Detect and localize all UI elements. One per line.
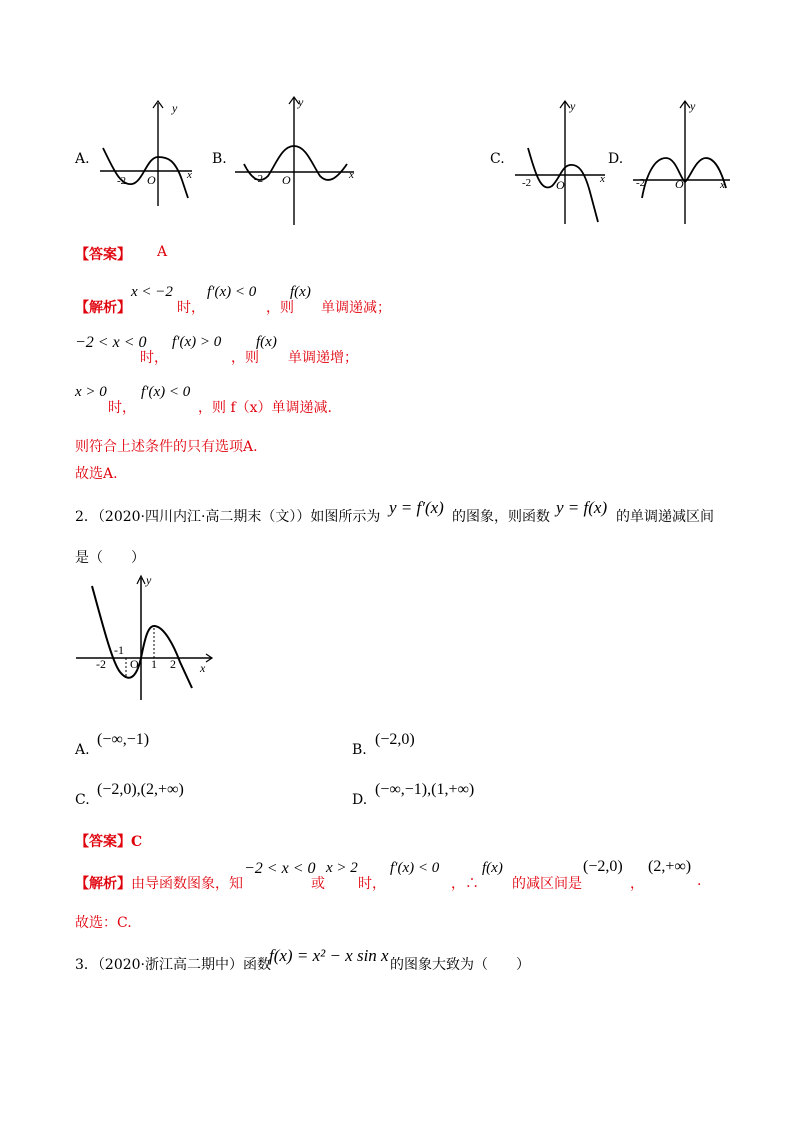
q2-graph-m2: -2 [96,657,106,671]
q1-c-x-label: x [600,173,605,185]
q2-analysis-a: 由导函数图象，知 [131,876,243,892]
q1-d-x-label: x [720,179,725,191]
q1-line2-ze: ，则 [231,350,259,366]
q2-graph-one: 1 [151,657,157,671]
q1-c-origin: O [556,178,565,192]
q2-analysis-tag: 【解析】 [75,876,131,892]
q2-stem-prefix: 2．（2020·四川内江·高二期末（文））如图所示为 [75,509,381,525]
q1-line3-cond: x > 0 [75,384,107,400]
q1-line3-deriv: f′(x) < 0 [141,384,191,400]
q1-b-minus2: -2 [254,173,264,185]
q1-b-origin: O [282,173,291,187]
q1-line2-cond: −2 < x < 0 [75,334,147,351]
q2-stem-eq1: y = f′(x) [389,498,444,517]
q2-analysis-cond2: x > 2 [326,860,358,876]
q1-b-x-label: x [349,169,354,181]
q1-line2-deriv: f′(x) > 0 [172,334,222,350]
q2-analysis-deriv: f′(x) < 0 [390,860,440,876]
q2-analysis-int2: (2,+∞) [648,858,692,875]
q1-c-minus2: -2 [522,177,532,189]
q1-line1-shi: 时， [177,300,205,316]
q2-analysis-dec: 的减区间是 [512,876,582,892]
q2-graph-x-label: x [200,661,206,675]
q2-option-a-label: A. [75,742,90,758]
q1-graph-c [512,98,612,228]
q2-conclusion: 故选：C. [75,915,132,931]
q2-graph-y-label: y [146,573,152,587]
q2-analysis-therefore: ，∴ [451,876,479,892]
q2-graph-m1: -1 [114,643,124,657]
q1-option-a-label: A. [75,151,90,167]
q2-stem-suffix: 的单调递减区间 [616,509,714,525]
q2-option-c-label: C. [75,792,90,808]
q1-graph-b [232,92,360,227]
q2-analysis-or: 或 [311,876,325,892]
q2-analysis-fx: f(x) [482,860,503,876]
q2-derivative-graph [72,572,217,704]
q3-stem-suffix: 的图象大致为（ ） [390,957,530,973]
q1-line2-fx: f(x) [256,334,277,350]
q1-answer-tag: 【答案】 [75,247,131,263]
q1-a-y-label: y [172,101,178,115]
q1-conclusion-2: 故选A. [75,466,118,482]
q2-analysis-int1: (−2,0) [583,858,623,875]
q1-graph-a [95,98,200,210]
q2-analysis-comma: ， [630,876,644,892]
q2-analysis-end: . [697,873,702,889]
q1-d-minus2: -2 [636,177,646,189]
q1-b-y-label: y [298,95,304,109]
q1-line1-deriv: f′(x) < 0 [207,284,257,300]
q3-stem-prefix: 3．（2020·浙江高二期中）函数 [75,957,271,973]
q1-a-minus2: -2 [117,175,127,187]
q1-c-y-label: y [570,99,576,113]
q1-line2-result: 单调递增； [288,350,358,366]
q2-graph-two: 2 [170,657,176,671]
q1-option-d-label: D. [608,151,624,167]
q2-stem-mid: 的图象，则函数 [452,509,550,525]
q1-line3-shi: 时， [108,400,136,416]
q1-d-origin: O [675,177,684,191]
q1-option-b-label: B. [212,151,227,167]
q2-graph-o: O [130,657,139,671]
q2-stem-eq2: y = f(x) [556,498,608,517]
q1-analysis-tag: 【解析】 [75,300,131,316]
q1-line2-shi: 时， [140,350,168,366]
q1-line1-fx: f(x) [290,284,311,300]
q1-line1-cond: x < −2 [131,284,173,300]
q1-a-origin: O [147,173,156,187]
q2-option-d-value: (−∞,−1),(1,+∞) [375,781,475,798]
q2-option-d-label: D. [352,792,368,808]
q2-option-a-value: (−∞,−1) [97,731,150,748]
q2-answer: 【答案】C [75,834,143,850]
q2-analysis-shi: 时， [358,876,386,892]
q1-a-x-label: x [187,169,192,181]
q1-answer-value: A [157,244,168,260]
q1-option-c-label: C. [490,151,505,167]
q1-line1-ze: ，则 [266,300,294,316]
q2-option-c-value: (−2,0),(2,+∞) [97,781,184,798]
q2-option-b-label: B. [352,742,367,758]
q1-d-y-label: y [690,99,696,113]
q1-line1-result: 单调递减； [321,300,391,316]
q1-conclusion-1: 则符合上述条件的只有选项A. [75,439,258,455]
q1-line3-result: ，则 f（x）单调递减. [198,400,332,416]
q2-stem-line2: 是（ ） [75,550,145,566]
q2-analysis-cond1: −2 < x < 0 [244,860,316,877]
q1-graph-d [630,96,735,228]
q2-option-b-value: (−2,0) [375,731,415,748]
q3-stem-eq: f(x) = x² − x sin x [269,946,389,965]
